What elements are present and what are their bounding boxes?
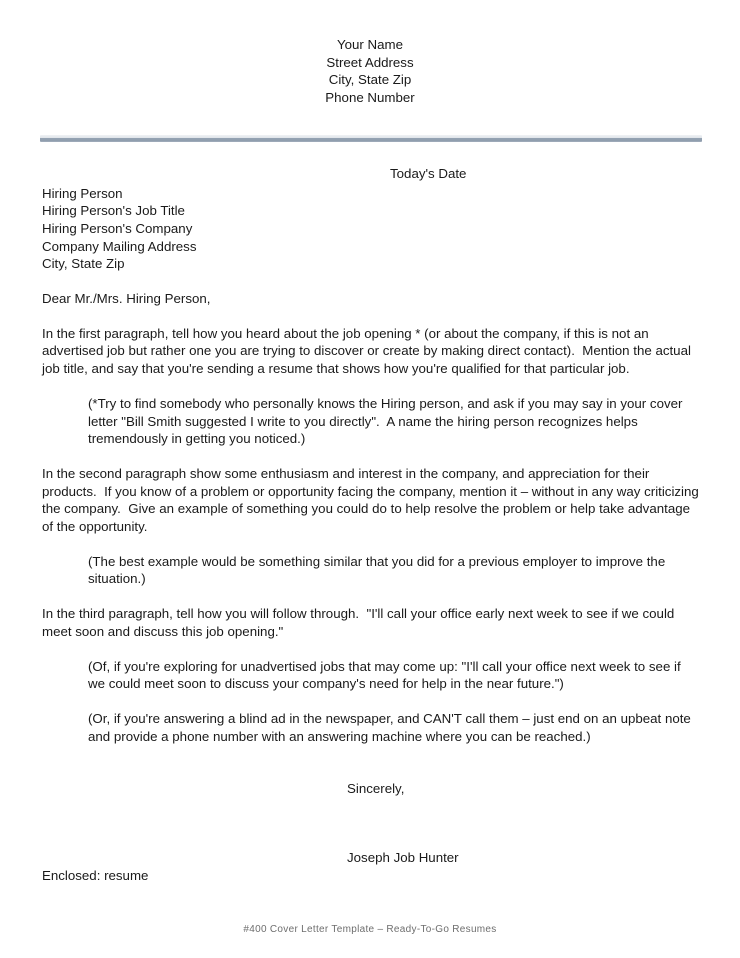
paragraph-second: In the second paragraph show some enthusiasm and interest in the company, and appreciation for their products. If you know of a problem or opportunity facing the company, mention it – without in any way criticizing the company. Give an example of something you could do to help resolve the problem or help take advantage of the opportunity. [42, 465, 703, 535]
recipient-company: Hiring Person's Company [42, 220, 193, 236]
recipient-city-state-zip: City, State Zip [42, 256, 125, 272]
sender-name: Your Name [336, 37, 404, 52]
note-unadvertised-jobs: (Of, if you're exploring for unadvertised jobs that may come up: "I'll call your office next week to see if we could meet soon to discuss your company's need for help in the near future.") [88, 658, 685, 692]
sender-street: Street Address [326, 54, 414, 70]
sender-address-block [0, 0, 740, 107]
page-footer: #400 Cover Letter Template – Ready-To-Go Resumes [243, 924, 497, 935]
paragraph-first: In the first paragraph, tell how you heard about the job opening * (or about the company, if this is not an advertised job but rather one you are trying to discover or create by making direct contact). Mention the actual job title, and say that you're sending a resume that shows how you're qualified for that particular job. [42, 325, 695, 377]
note-best-example: (The best example would be something similar that you did for a previous employer to improve the situation.) [88, 553, 669, 587]
sender-phone: Phone Number [325, 90, 415, 106]
note-find-somebody: (*Try to find somebody who personally knows the Hiring person, and ask if you may say in your cover letter "Bill Smith suggested I write to you directly". A name the hiring person recognizes helps tremendously in getting you noticed.) [88, 395, 687, 447]
sender-city-state-zip: City, State Zip [328, 72, 412, 88]
horizontal-rule [40, 135, 702, 142]
closing: Sincerely, [347, 781, 405, 797]
note-blind-ad: (Or, if you're answering a blind ad in the newspaper, and CAN'T call them – just end on an upbeat note and provide a phone number with an answering machine where you can be reached.) [88, 710, 695, 744]
recipient-mailing-address: Company Mailing Address [42, 238, 197, 254]
recipient-name: Hiring Person [42, 185, 123, 201]
enclosure-line: Enclosed: resume [42, 867, 149, 883]
signature-name: Joseph Job Hunter [347, 850, 459, 866]
paragraph-third: In the third paragraph, tell how you will follow through. "I'll call your office early next week to see if we could meet soon and discuss this job opening." [42, 606, 678, 639]
salutation: Dear Mr./Mrs. Hiring Person, [42, 291, 211, 307]
recipient-address-block [42, 185, 700, 274]
date-line: Today's Date [390, 165, 467, 181]
recipient-job-title: Hiring Person's Job Title [42, 203, 185, 219]
letter-body [42, 165, 703, 885]
